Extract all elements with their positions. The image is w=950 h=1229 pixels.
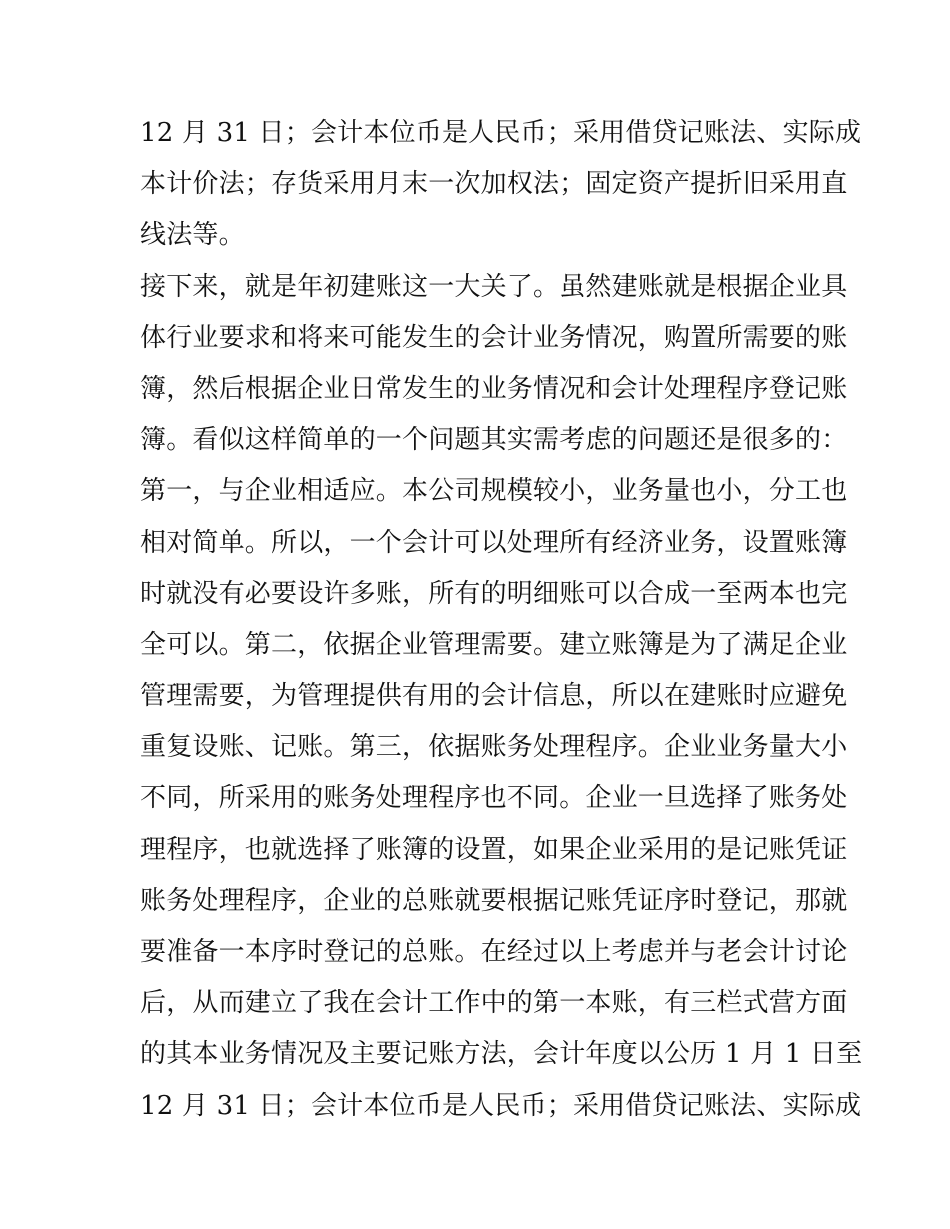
body-text <box>140 108 863 1132</box>
text-line: 第一，与企业相适应。本公司规模较小，业务量也小，分工也 <box>140 476 848 507</box>
text-line: 理程序，也就选择了账簿的设置，如果企业采用的是记账凭证 <box>140 834 848 865</box>
text-line: 重复设账、记账。第三，依据账务处理程序。企业业务量大小 <box>140 732 848 763</box>
text-line: 体行业要求和将来可能发生的会计业务情况，购置所需要的账 <box>140 322 848 353</box>
text-line: 全可以。第二，依据企业管理需要。建立账簿是为了满足企业 <box>140 629 848 660</box>
text-line: 线法等。 <box>140 220 245 251</box>
text-line: 12 月 31 日；会计本位币是人民币；采用借贷记账法、实际成 <box>140 1090 862 1121</box>
text-line: 要准备一本序时登记的总账。在经过以上考虑并与老会计讨论 <box>140 937 848 967</box>
text-line: 的其本业务情况及主要记账方法，会计年度以公历 1 月 1 日至 <box>140 1039 863 1070</box>
text-line: 簿，然后根据企业日常发生的业务情况和会计处理程序登记账 <box>140 373 848 404</box>
text-line: 管理需要，为管理提供有用的会计信息，所以在建账时应避免 <box>140 681 848 712</box>
text-line: 12 月 31 日；会计本位币是人民币；采用借贷记账法、实际成 <box>140 118 862 148</box>
text-line: 时就没有必要设许多账，所有的明细账可以合成一至两本也完 <box>140 578 848 609</box>
text-line: 账务处理程序，企业的总账就要根据记账凭证序时登记，那就 <box>140 885 848 916</box>
text-line: 本计价法；存货采用月末一次加权法；固定资产提折旧采用直 <box>140 169 848 200</box>
text-line: 簿。看似这样简单的一个问题其实需考虑的问题还是很多的： <box>140 425 848 456</box>
text-line: 不同，所采用的账务处理程序也不同。企业一旦选择了账务处 <box>140 783 848 814</box>
text-line: 后，从而建立了我在会计工作中的第一本账，有三栏式营方面 <box>140 988 848 1019</box>
text-line: 相对简单。所以，一个会计可以处理所有经济业务，设置账簿 <box>140 527 848 558</box>
text-line: 接下来，就是年初建账这一大关了。虽然建账就是根据企业具 <box>140 271 848 302</box>
